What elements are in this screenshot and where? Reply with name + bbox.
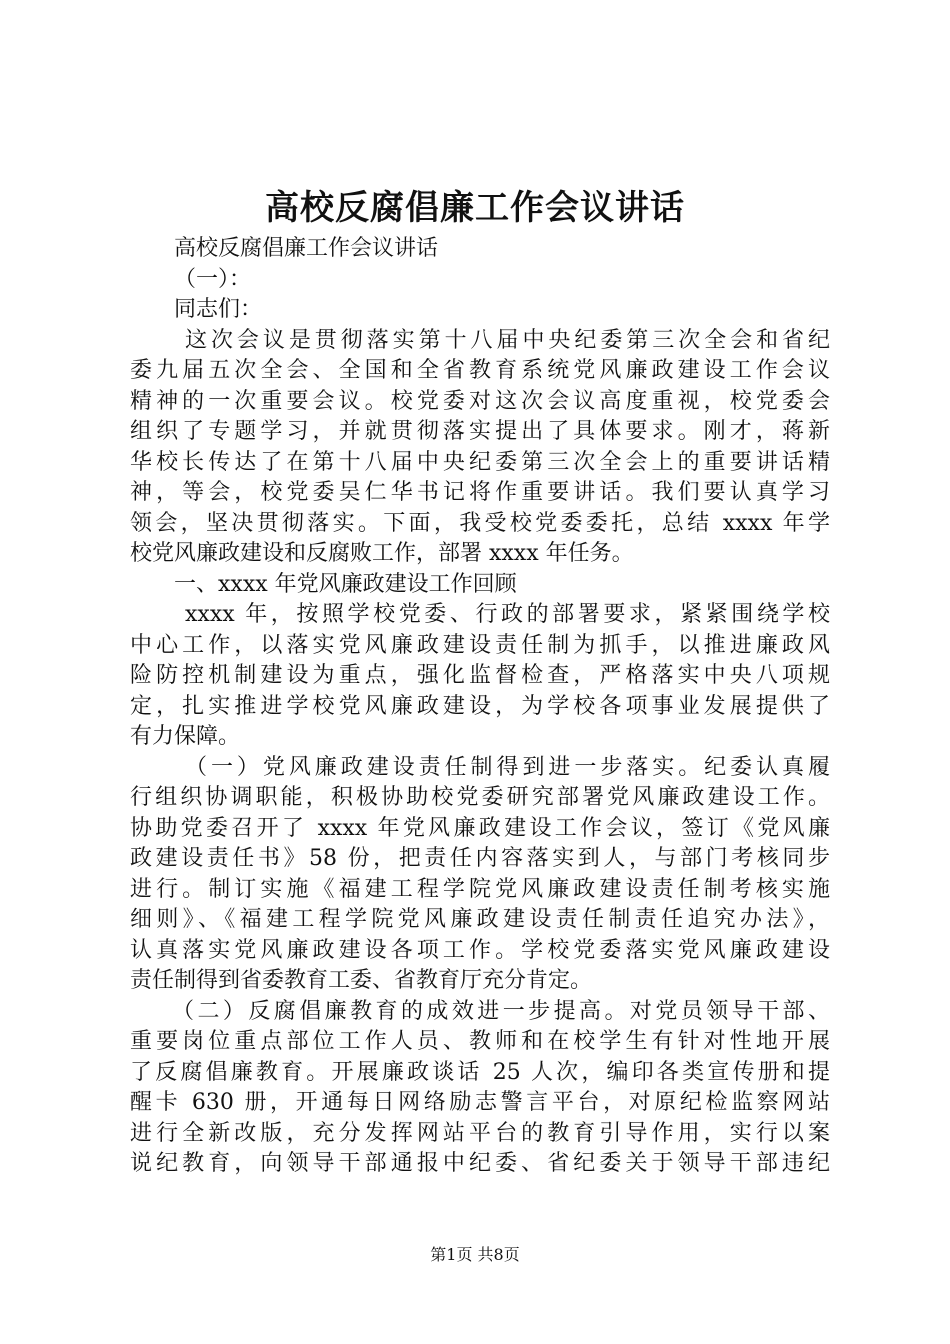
paragraph-line: 这次会议是贯彻落实第十八届中央纪委第三次全会和省纪 <box>185 327 830 353</box>
paragraph-line: 重要岗位重点部位工作人员、教师和在校学生有针对性地开展 <box>130 1029 830 1054</box>
salutation-line: 同志们： <box>174 297 263 322</box>
paragraph-line: 精神的一次重要会议。校党委对这次会议高度重视，校党委会 <box>130 388 830 414</box>
paragraph-line: 险防控机制建设为重点，强化监督检查，严格落实中央八项规 <box>130 663 830 688</box>
document-body <box>130 234 830 1180</box>
paragraph-line: 定，扎实推进学校党风廉政建设，为学校各项事业发展提供了 <box>130 693 830 719</box>
document-title: 高校反腐倡廉工作会议讲话 <box>265 188 685 228</box>
paragraph-line: 进行。制订实施《福建工程学院党风廉政建设责任制考核实施 <box>130 876 830 902</box>
paragraph-line: 政建设责任书》58 份，把责任内容落实到人，与部门考核同步 <box>130 846 830 871</box>
paragraph-line: （二）反腐倡廉教育的成效进一步提高。对党员领导干部、 <box>172 998 830 1024</box>
paragraph-line: （一）党风廉政建设责任制得到进一步落实。纪委认真履 <box>185 754 830 780</box>
paragraph-line: 华校长传达了在第十八届中央纪委第三次全会上的重要讲话精 <box>130 449 830 475</box>
section-marker-line: （一）： <box>174 266 252 292</box>
paragraph-line: 认真落实党风廉政建设各项工作。学校党委落实党风廉政建设 <box>130 937 830 963</box>
paragraph-line: 进行全新改版，充分发挥网站平台的教育引导作用，实行以案 <box>130 1120 830 1146</box>
paragraph-line: 委九届五次全会、全国和全省教育系统党风廉政建设工作会议 <box>130 358 830 383</box>
paragraph-line: xxxx 年，按照学校党委、行政的部署要求，紧紧围绕学校 <box>185 602 830 627</box>
paragraph-line: 责任制得到省委教育工委、省教育厅充分肯定。 <box>130 968 593 993</box>
page-footer: 第1页 共8页 <box>430 1245 520 1264</box>
section-heading: 一、xxxx 年党风廉政建设工作回顾 <box>174 571 517 597</box>
paragraph-line: 组织了专题学习，并就贯彻落实提出了具体要求。刚才，蒋新 <box>130 419 830 444</box>
paragraph-line: 细则》、《福建工程学院党风廉政建设责任制责任追究办法》， <box>130 907 830 932</box>
paragraph-line: 醒卡 630 册，开通每日网络励志警言平台，对原纪检监察网站 <box>130 1090 830 1115</box>
paragraph-line: 了反腐倡廉教育。开展廉政谈话 25 人次，编印各类宣传册和提 <box>130 1059 830 1085</box>
paragraph-line: 神，等会，校党委吴仁华书记将作重要讲话。我们要认真学习 <box>130 480 830 505</box>
paragraph-line: 校党风廉政建设和反腐败工作，部署 xxxx 年任务。 <box>130 541 634 566</box>
paragraph-line: 中心工作，以落实党风廉政建设责任制为抓手，以推进廉政风 <box>130 632 830 658</box>
paragraph-line: 行组织协调职能，积极协助校党委研究部署党风廉政建设工作。 <box>130 785 830 810</box>
paragraph-line: 领会，坚决贯彻落实。下面，我受校党委委托，总结 xxxx 年学 <box>130 510 830 536</box>
paragraph-line: 有力保障。 <box>130 724 241 749</box>
paragraph-line: 说纪教育，向领导干部通报中纪委、省纪委关于领导干部违纪 <box>130 1151 830 1176</box>
subtitle-line: 高校反腐倡廉工作会议讲话 <box>174 236 439 261</box>
paragraph-line: 协助党委召开了 xxxx 年党风廉政建设工作会议，签订《党风廉 <box>130 815 830 841</box>
